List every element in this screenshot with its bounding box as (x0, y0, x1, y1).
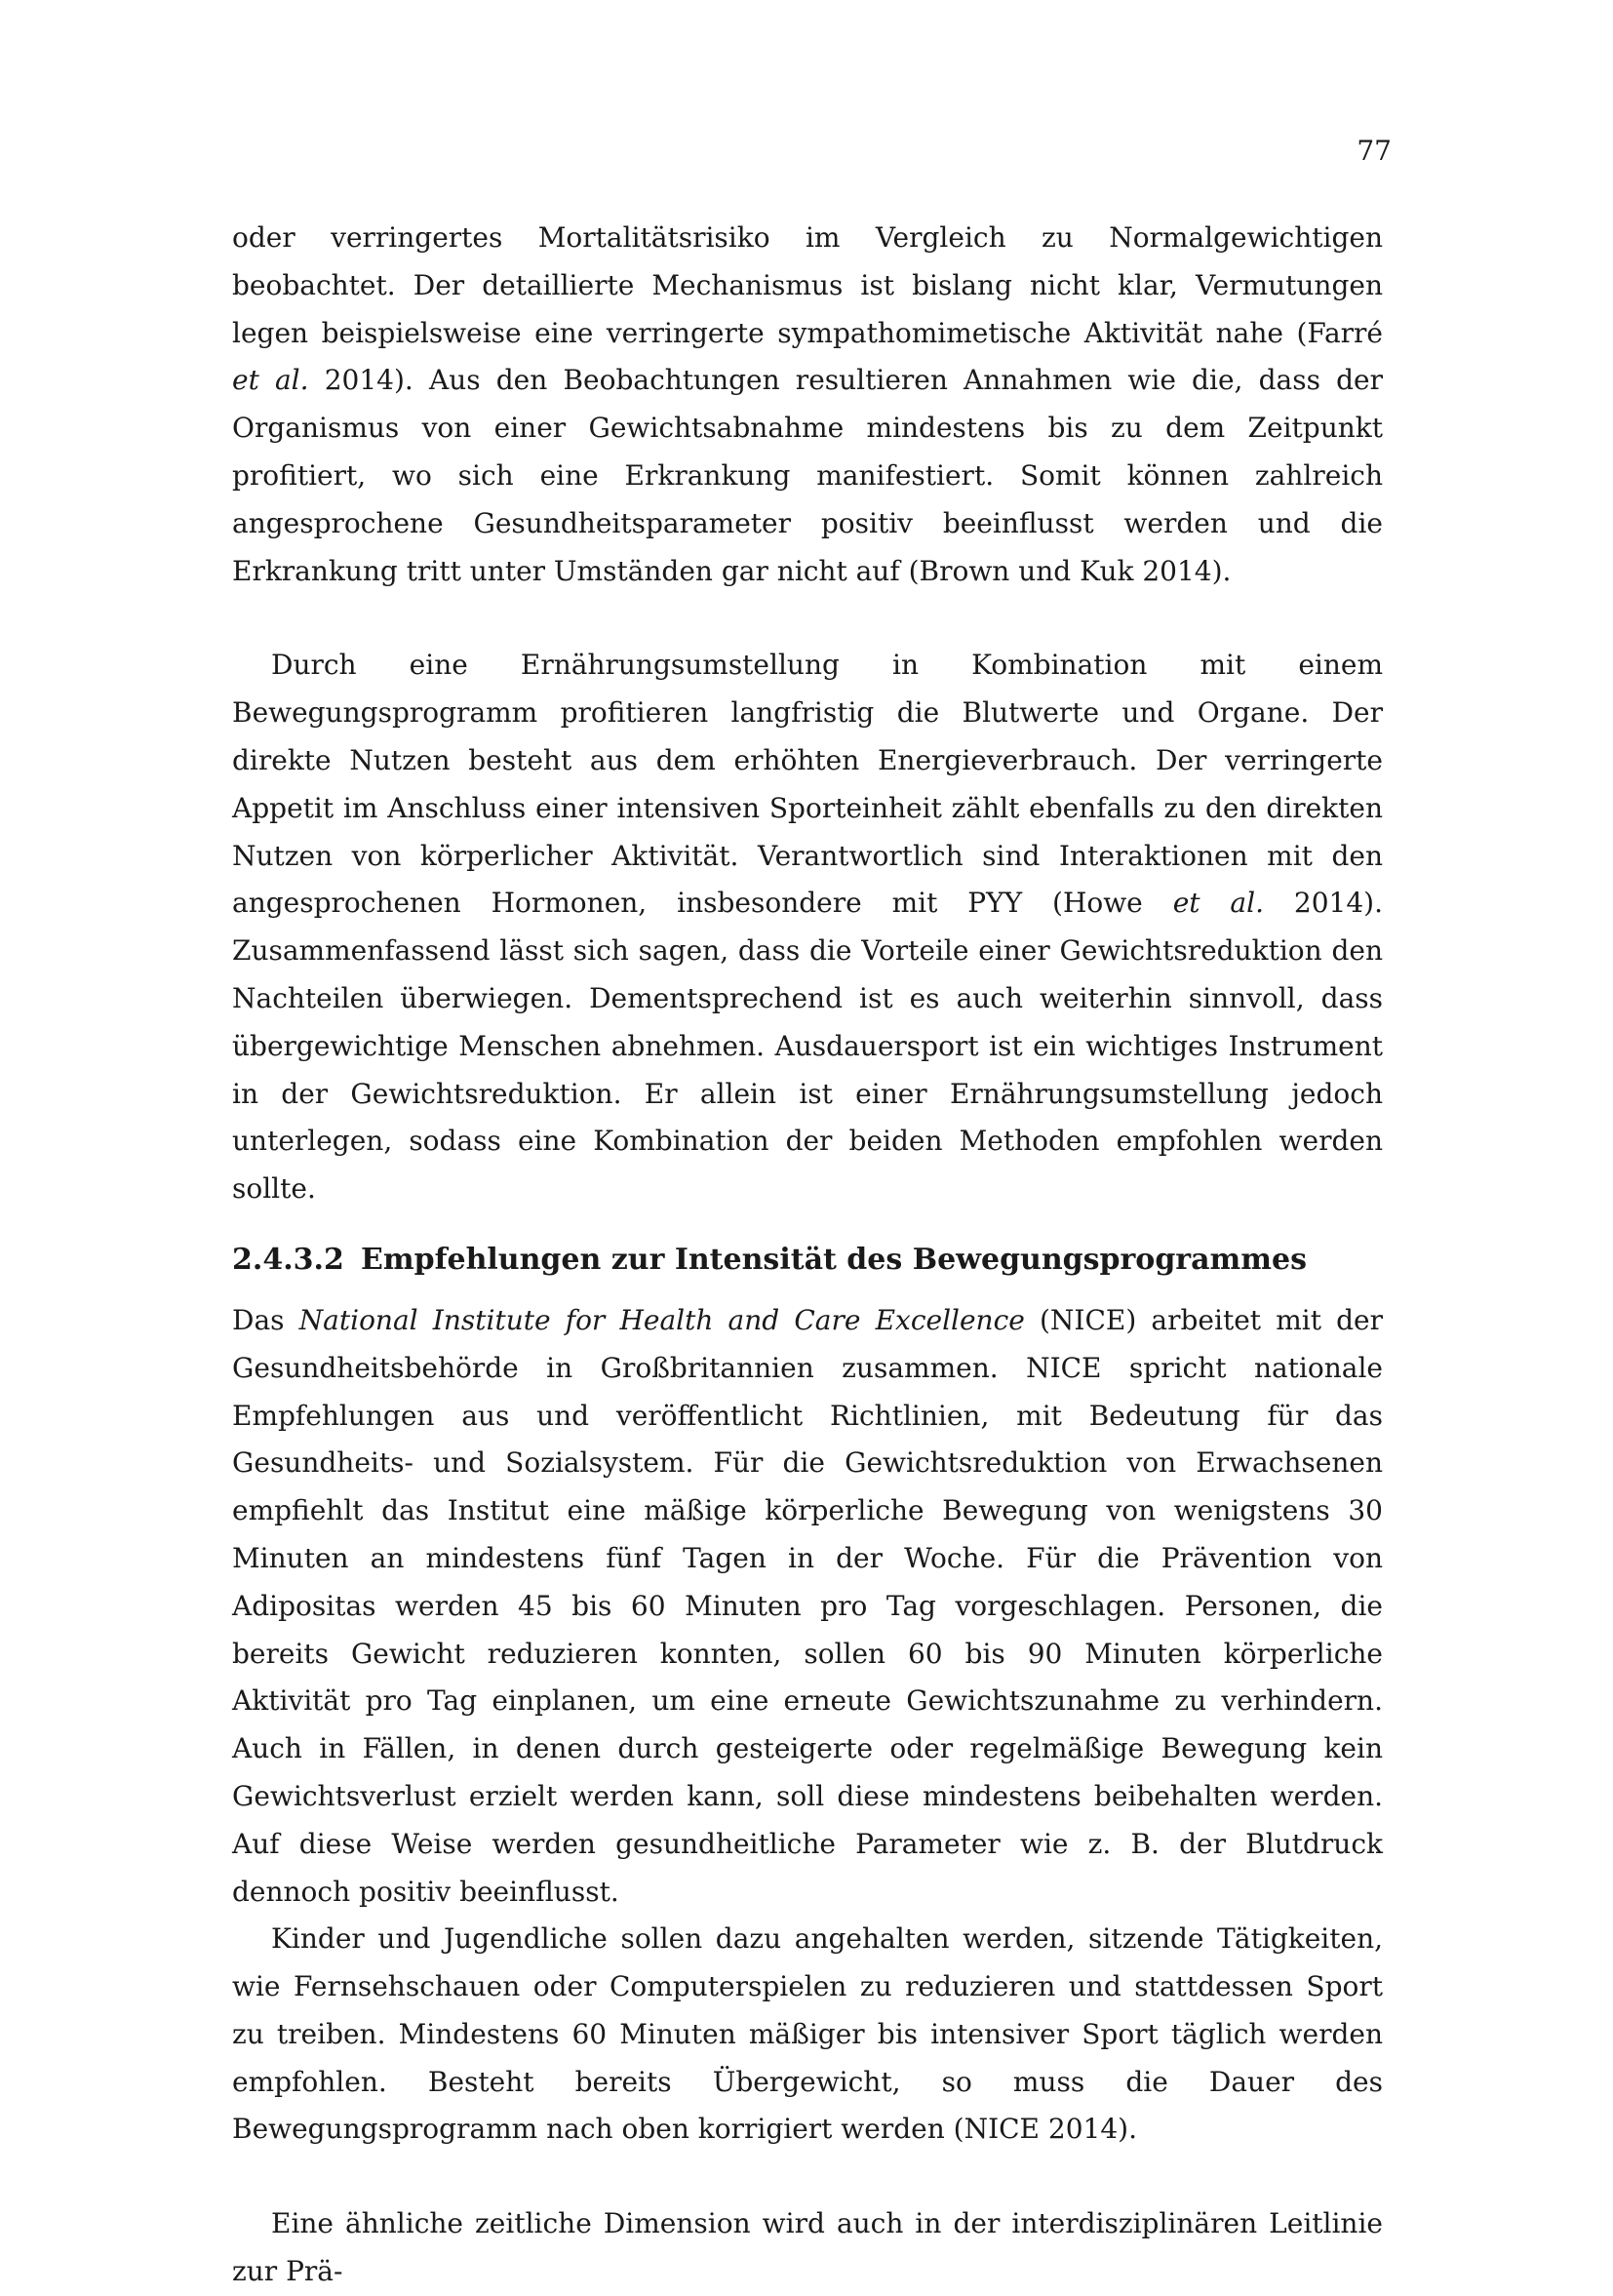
paragraph-mortality (232, 215, 1383, 595)
paragraph-text: Durch eine Ernährungsumstellung in Kombination mit einem Bewegungsprogramm profitieren langfristig die Blutwerte und Organe. Der direkte Nutzen besteht aus dem erhöhten Energieverbrauch. Der verringerte Appetit im Anschluss einer intensiven Sporteinheit zählt ebenfalls zu den direkten Nutzen von körperlicher Aktivität. Verantwortlich sind Interaktionen mit den angesprochenen Hormonen, insbesondere mit PYY (Howe (232, 649, 1383, 920)
paragraph-text: Eine ähnliche zeitliche Dimension wird auch in der interdisziplinären Leitlinie zur Prä- (232, 2207, 1383, 2288)
paragraph-text: (NICE) arbeitet mit der Gesundheitsbehörde in Großbritannien zusammen. NICE spricht nationale Empfehlungen aus und veröffentlicht Richtlinien, mit Bedeutung für das Gesundheits- und Sozialsystem. Für die Gewichtsreduktion von Erwachsenen empfiehlt das Institut eine mäßige körperliche Bewegung von wenigstens 30 Minuten an mindestens fünf Tagen in der Woche. Für die Prävention von Adipositas werden 45 bis 60 Minuten pro Tag vorgeschlagen. Personen, die bereits Gewicht reduzieren konnten, sollen 60 bis 90 Minuten körperliche Aktivität pro Tag einplanen, um eine erneute Gewichtszunahme zu verhindern. Auch in Fällen, in denen durch gesteigerte oder regelmäßige Bewegung kein Gewichtsverlust erzielt werden kann, soll diese mindestens beibehalten werden. Auf diese Weise werden gesundheitliche Parameter wie z. B. der Blutdruck dennoch positiv beeinflusst. (232, 1303, 1383, 1908)
page-number: 77 (1357, 135, 1392, 167)
paragraph-children (232, 1916, 1383, 2154)
institute-name: National Institute for Health and Care Excellence (298, 1303, 1025, 1336)
citation-et-al: et al. (232, 364, 309, 397)
section-title: Empfehlungen zur Intensität des Bewegungsprogrammes (361, 1242, 1308, 1277)
section-heading (232, 1237, 1383, 1284)
paragraph-nice (232, 1297, 1383, 1916)
body-text (232, 215, 1383, 2296)
paragraph-nutrition-exercise (232, 642, 1383, 1213)
section-number: 2.4.3.2 (232, 1242, 344, 1277)
citation-et-al: et al. (1172, 887, 1264, 920)
paragraph-text: oder verringertes Mortalitätsrisiko im Vergleich zu Normalgewichtigen beobachtet. Der detaillierte Mechanismus ist bislang nicht klar, Vermutungen legen beispielsweise eine verringerte sympathomimetische Aktivität nahe (Farré (232, 221, 1383, 349)
paragraph-text: 2014). Aus den Beobachtungen resultieren Annahmen wie die, dass der Organismus von einer Gewichtsabnahme mindestens bis zu dem Zeitpunkt profitiert, wo sich eine Erkrankung manifestiert. Somit können zahlreich angesprochene Gesundheitsparameter positiv beeinflusst werden und die Erkrankung tritt unter Umständen gar nicht auf (Brown und Kuk 2014). (232, 364, 1383, 587)
paragraph-text: Das (232, 1303, 299, 1336)
paragraph-guideline (232, 2200, 1383, 2296)
paragraph-text: Kinder und Jugendliche sollen dazu angehalten werden, sitzende Tätigkeiten, wie Fernsehschauen oder Computerspielen zu reduzieren und stattdessen Sport zu treiben. Mindestens 60 Minuten mäßiger bis intensiver Sport täglich werden empfohlen. Besteht bereits Übergewicht, so muss die Dauer des Bewegungsprogramm nach oben korrigiert werden (NICE 2014). (232, 1922, 1383, 2146)
paragraph-text: 2014). Zusammenfassend lässt sich sagen, dass die Vorteile einer Gewichtsreduktion den Nachteilen überwiegen. Dementsprechend ist es auch weiterhin sinnvoll, dass übergewichtige Menschen abnehmen. Ausdauersport ist ein wichtiges Instrument in der Gewichtsreduktion. Er allein ist einer Ernährungsumstellung jedoch unterlegen, sodass eine Kombination der beiden Methoden empfohlen werden sollte. (232, 887, 1383, 1206)
